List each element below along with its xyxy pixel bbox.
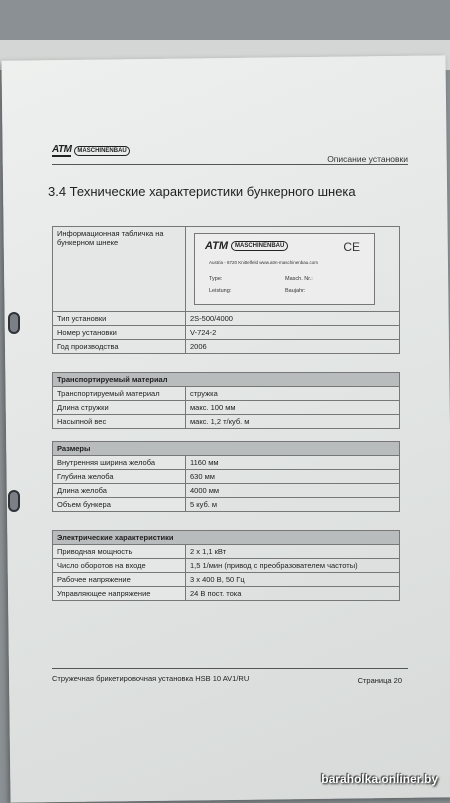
- row-label: Объем бункера: [53, 498, 186, 512]
- row-value: 3 х 400 В, 50 Гц: [186, 573, 400, 587]
- row-value: 24 В пост. тока: [186, 587, 400, 601]
- plate-baujahr-field: Baujahr:: [285, 288, 306, 294]
- row-label: Рабочее напряжение: [53, 573, 186, 587]
- table-row: [53, 470, 400, 484]
- nameplate-cell: [186, 227, 400, 312]
- row-value: 5 куб. м: [186, 498, 400, 512]
- row-label: Номер установки: [53, 326, 186, 340]
- table-row: [53, 545, 400, 559]
- logo-maschinenbau-text: MASCHINENBAU: [74, 146, 129, 156]
- row-value: 2S-500/4000: [186, 312, 400, 326]
- plate-logo-maschinenbau: MASCHINENBAU: [231, 241, 288, 251]
- nameplate-table: [52, 226, 400, 354]
- table-row: [53, 573, 400, 587]
- row-value: 2 х 1,1 кВт: [186, 545, 400, 559]
- row-value: стружка: [186, 387, 400, 401]
- row-value: V-724-2: [186, 326, 400, 340]
- footer-divider: [52, 668, 408, 669]
- row-label: Насыпной вес: [53, 415, 186, 429]
- table-row: [53, 401, 400, 415]
- row-value: 4000 мм: [186, 484, 400, 498]
- row-label: Управляющее напряжение: [53, 587, 186, 601]
- row-value: 2006: [186, 340, 400, 354]
- plate-leistung-field: Leistung:: [209, 288, 232, 294]
- header-divider: [52, 164, 408, 165]
- table-row: [53, 387, 400, 401]
- row-value: 1160 мм: [186, 456, 400, 470]
- watermark: baraholka.onliner.by: [321, 772, 438, 786]
- table-row: [53, 559, 400, 573]
- binder-hole-lower: [8, 490, 20, 512]
- section-header: Описание установки: [327, 154, 408, 164]
- row-label: Длина стружки: [53, 401, 186, 415]
- row-label: Внутренняя ширина желоба: [53, 456, 186, 470]
- header-logo: [52, 145, 130, 157]
- row-label: Число оборотов на входе: [53, 559, 186, 573]
- row-label: Тип установки: [53, 312, 186, 326]
- table-row: [53, 326, 400, 340]
- plate-address: Austria - 8720 Knittelfeld www.atm-maschinenbau.com: [209, 260, 319, 265]
- row-label: Транспортируемый материал: [53, 387, 186, 401]
- table-row: [53, 340, 400, 354]
- row-value: 1,5 1/мин (привод с преобразователем частоты): [186, 559, 400, 573]
- binder-hole-upper: [8, 312, 20, 334]
- document-page: [1, 55, 450, 802]
- table-row: [53, 587, 400, 601]
- table-row: [53, 498, 400, 512]
- table-row: [53, 456, 400, 470]
- plate-logo-atm: ATM: [205, 240, 229, 252]
- ce-mark-icon: CE: [343, 240, 360, 254]
- electrical-table: [52, 530, 400, 601]
- row-label: Глубина желоба: [53, 470, 186, 484]
- table-row: [53, 312, 400, 326]
- material-section-title: Транспортируемый материал: [53, 373, 400, 387]
- dimensions-section-title: Размеры: [53, 442, 400, 456]
- nameplate-label: Информационная табличка на бункерном шнеке: [53, 227, 186, 312]
- table-row: [53, 484, 400, 498]
- logo-atm-text: ATM: [52, 144, 72, 155]
- row-label: Приводная мощность: [53, 545, 186, 559]
- material-table: [52, 372, 400, 429]
- footer-document-title: Стружечная брикетировочная установка HSB 10 AV1/RU: [52, 674, 250, 683]
- row-label: Год производства: [53, 340, 186, 354]
- row-value: макс. 100 мм: [186, 401, 400, 415]
- row-value: макс. 1,2 т/куб. м: [186, 415, 400, 429]
- plate-logo: [205, 240, 288, 252]
- plate-type-field: Type:: [209, 276, 223, 282]
- plate-masch-nr-field: Masch. Nr.:: [285, 276, 313, 282]
- electrical-section-title: Электрические характеристики: [53, 531, 400, 545]
- row-label: Длина желоба: [53, 484, 186, 498]
- page-number: Страница 20: [357, 676, 402, 685]
- dimensions-table: [52, 441, 400, 512]
- page-title: 3.4 Технические характеристики бункерного шнека: [48, 184, 356, 199]
- nameplate-image: [194, 233, 375, 305]
- row-value: 630 мм: [186, 470, 400, 484]
- table-row: [53, 415, 400, 429]
